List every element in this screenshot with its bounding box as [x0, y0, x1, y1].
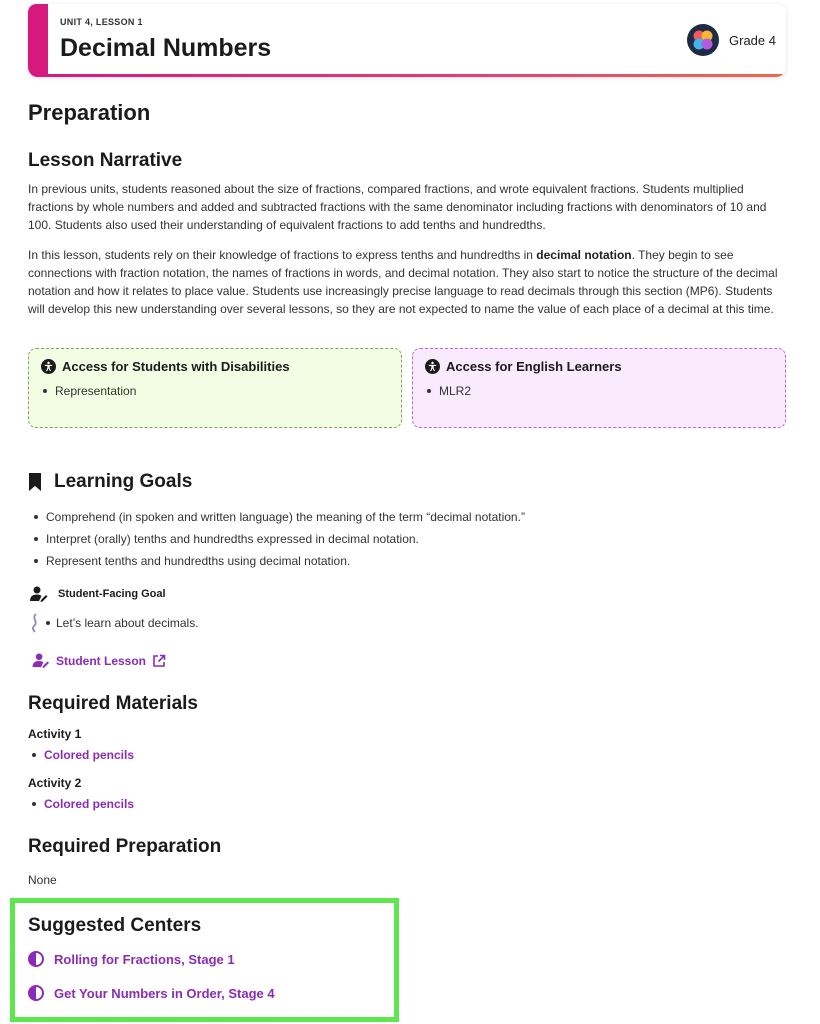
accessibility-icon: [425, 359, 440, 374]
bullet: [427, 389, 431, 393]
suggested-centers-highlight: [10, 898, 399, 1022]
access-disabilities-item: Representation: [55, 384, 137, 398]
bullet: [46, 621, 50, 625]
preparation-heading: Preparation: [28, 100, 151, 125]
access-english-card[interactable]: [412, 348, 786, 428]
required-materials-heading: Required Materials: [28, 693, 198, 714]
colored-pencils-link[interactable]: Colored pencils: [44, 748, 135, 762]
list-item: [34, 528, 525, 550]
narrative-p2-start: In this lesson, students rely on their knowledge of fractions to express tenths and hundredths in: [28, 248, 537, 262]
grade-label: Grade 4: [729, 32, 776, 48]
center-label: Get Your Numbers in Order, Stage 4: [54, 985, 275, 1001]
goal-text: Comprehend (in spoken and written language) the meaning of the term “decimal notation.”: [46, 510, 525, 524]
colored-pencils-link[interactable]: Colored pencils: [44, 797, 135, 811]
bullet: [34, 559, 38, 563]
list-item: [34, 506, 525, 528]
narrative-paragraph-1: In previous units, students reasoned about the size of fractions, compared fractions, and wrote equivalent fractions. Students multiplied fractions by whole numbers and added and subtracted fractions with the same denominator including fractions with denominators of 10 and 100. Students also used their understanding of equivalent fractions to add tenths and hundredths.: [28, 182, 767, 232]
grade-indicator: [687, 24, 776, 56]
goal-text: Interpret (orally) tenths and hundredths expressed in decimal notation.: [46, 532, 419, 546]
list-item: [41, 384, 389, 398]
bookmark-icon: [28, 473, 42, 491]
external-link-icon: [152, 654, 166, 668]
bullet: [43, 389, 47, 393]
access-disabilities-card[interactable]: [28, 348, 402, 428]
learning-goals-header: [28, 471, 192, 493]
center-label: Rolling for Fractions, Stage 1: [54, 951, 235, 967]
half-circle-icon: [28, 985, 44, 1001]
header-accent-bar: [28, 4, 48, 77]
grade-logo-icon: [687, 24, 719, 56]
student-lesson-link[interactable]: [32, 653, 166, 668]
bullet: [34, 515, 38, 519]
bullet: [34, 537, 38, 541]
unit-lesson-label: UNIT 4, LESSON 1: [60, 17, 143, 27]
access-disabilities-title: [41, 359, 389, 374]
student-facing-goal-label: Student-Facing Goal: [58, 588, 166, 600]
access-english-item: MLR2: [439, 384, 472, 398]
activity-1-label: Activity 1: [28, 727, 82, 741]
student-goal-text: Let’s learn about decimals.: [56, 616, 199, 630]
lesson-header: [28, 4, 786, 77]
list-item: [425, 384, 773, 398]
center-link-rolling-for-fractions[interactable]: [28, 951, 235, 967]
bullet: [32, 753, 36, 757]
bullet: [32, 802, 36, 806]
access-english-label: Access for English Learners: [446, 359, 622, 374]
activity-2-label: Activity 2: [28, 776, 82, 790]
learning-goals-heading: Learning Goals: [54, 471, 193, 492]
decimal-notation-term: decimal notation: [536, 248, 632, 262]
list-item: [32, 748, 134, 762]
accessibility-icon: [41, 359, 56, 374]
suggested-centers-heading: Suggested Centers: [28, 915, 202, 936]
half-circle-icon: [28, 951, 44, 967]
student-facing-goal-header: [30, 586, 166, 602]
list-item: [32, 797, 134, 811]
narrative-paragraph-2: [28, 246, 780, 318]
student-icon: [30, 586, 48, 602]
lesson-title: Decimal Numbers: [60, 34, 272, 62]
required-preparation-heading: Required Preparation: [28, 836, 222, 857]
header-bottom-bar: [28, 74, 786, 77]
required-preparation-value: None: [28, 873, 57, 887]
lesson-narrative-heading: Lesson Narrative: [28, 150, 183, 171]
student-lesson-label: Student Lesson: [56, 653, 147, 668]
list-item: [34, 550, 525, 572]
access-disabilities-label: Access for Students with Disabilities: [62, 359, 290, 374]
squiggle-icon: [30, 613, 40, 633]
access-english-title: [425, 359, 773, 374]
narrative-p2-end: . They begin to see connections with fraction notation, the names of fractions in words, and decimal notation. They also start to notice the structure of the decimal notation and how it relates to place value. Students use increasingly precise language to read decimals through this section (MP6). Students will develop this new understanding over several lessons, so they are not expected to name the value of each place of a decimal at this time.: [28, 248, 778, 316]
center-link-numbers-in-order[interactable]: [28, 985, 275, 1001]
student-icon: [32, 653, 50, 668]
goal-text: Represent tenths and hundredths using decimal notation.: [46, 554, 351, 568]
learning-goals-list: [34, 506, 525, 572]
list-item: [30, 613, 199, 633]
